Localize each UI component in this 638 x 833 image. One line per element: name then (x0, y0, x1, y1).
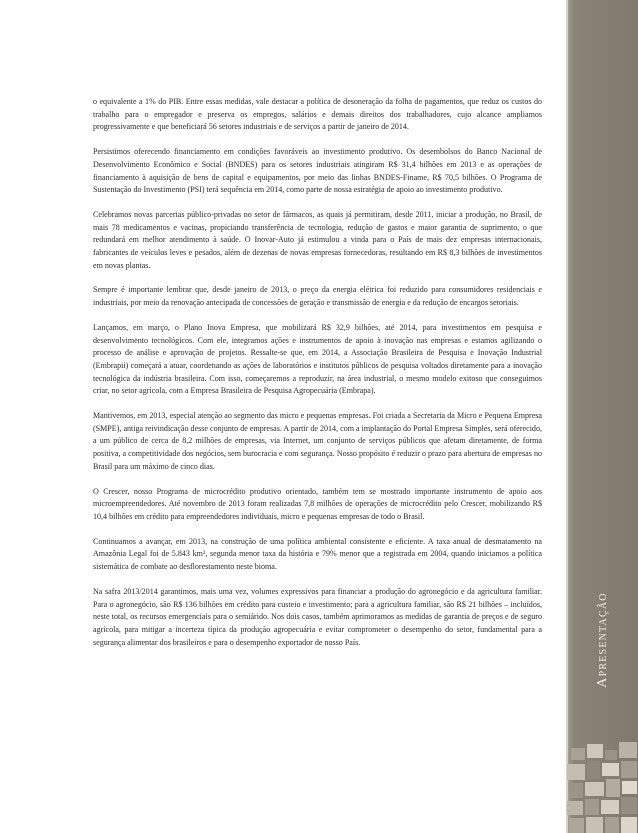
mosaic-tile (619, 742, 637, 758)
mosaic-tile (571, 748, 585, 760)
section-sidebar (566, 0, 638, 833)
section-title: Apresentação (595, 592, 610, 688)
mosaic-decoration (567, 742, 638, 833)
mosaic-tile (585, 782, 604, 796)
mosaic-tile (622, 781, 637, 794)
mosaic-tile (587, 744, 603, 758)
mosaic-tile (602, 763, 619, 776)
paragraph-8: Continuamos a avançar, em 2013, na construção de uma política ambiental consistente e eficiente. A taxa anual de desmatamento na Amazônia Legal foi de 5.843 km², segunda menor taxa da história e 79% menor que a registrada em 2004, quando iniciamos a política sistemática de combate ao desflorestamento neste bioma. (93, 536, 542, 572)
mosaic-tile (621, 797, 637, 814)
mosaic-tile (606, 779, 620, 797)
paragraph-5: Lançamos, em março, o Plano Inova Empresa, que mobilizará R$ 32,9 bilhões, até 2014, para investimentos em pesquisa e desenvolvimento tecnológicos. Com ele, integramos ações e instrumentos de apoio à inovação nas empresas e estamos agilizando o processo de análise e aprovação de projetos. Ressalte-se que, em 2014, a Associação Brasileira de Pesquisa e Inovação Industrial (Embrapii) começará a atuar, coordenando as ações de laboratórios e institutos públicos de pesquisa voltados diretamente para a inovação tecnológica da indústria brasileira. Com isso, começaremos a reproduzir, na área industrial, o mesmo modelo exitoso que conseguimos criar, no setor agrícola, com a Empresa Brasileira de Pesquisa Agropecuária (Embrapa). (93, 322, 542, 396)
paragraph-6: Mantivemos, em 2013, especial atenção ao segmento das micro e pequenas empresas. Foi criada a Secretaria da Micro e Pequena Empresa (SMPE), antiga reivindicação desse conjunto de empresas. A partir de 2014, com a implantação do Portal Empresa Simples, será oferecido, a um público de cerca de 8,2 milhões de empresas, via Internet, um conjunto de serviços públicos que afetam diretamente, de forma positiva, a competitividade dos negócios, sem burocracia e com segurança. Nosso propósito é reduzir o prazo para abertura de empresas no Brasil para um máximo de cinco dias. (93, 411, 542, 471)
mosaic-tile (621, 761, 637, 778)
mosaic-tile (567, 801, 583, 815)
mosaic-tile (601, 800, 619, 814)
mosaic-tile (569, 818, 584, 833)
paragraph-3: Celebramos novas parcerias público-privadas no setor de fármacos, as quais já permitiram, desde 2011, iniciar a produção, no Brasil, de mais 78 medicamentos e vacinas, propiciando transferência de tecnologia, redução de gastos e maior garantia de suprimento, o que redundará em melhor atendimento à saúde. O Inovar-Auto já estimulou a vinda para o País de mais dez empresas internacionais, fabricantes de veículos leves e pesados, além de dezenas de novas empresas fornecedoras, resultando em R$ 8,3 bilhões de investimentos em novas plantas. (93, 209, 542, 270)
paragraph-9: Na safra 2013/2014 garantimos, mais uma vez, volumes expressivos para financiar a produção do agronegócio e da agricultura familiar. Para o agronegócio, são R$ 136 bilhões em crédito para custeio e investimento; para a agricultura familiar, são R$ 21 bilhões – incluídos, neste total, os recursos emergenciais para o semiárido. Nos dois casos, também aprimoramos as medidas de garantia de preços e de seguro agrícola, para mitigar a incerteza típica da produção agropecuária e evitar comprometer o desempenho do setor, fundamental para a segurança alimentar dos brasileiros e para o desempenho exportador de nosso País. (93, 586, 542, 647)
mosaic-tile (586, 817, 603, 833)
mosaic-tile (587, 761, 600, 779)
mosaic-tile (570, 783, 583, 798)
mosaic-tile (567, 764, 585, 780)
paragraph-7: O Crescer, nosso Programa de microcrédito produtivo orientado, também tem se mostrado importante instrumento de apoio aos microempreendedores. Até novembro de 2013 foram realizadas 7,8 milhões de operações de microcrédito pelo Crescer, mobilizando R$ 10,4 bilhões em crédito para empreendedores individuais, micro e pequenas empresas de todo o Brasil. (93, 486, 542, 521)
paragraph-1: o equivalente a 1% do PIB. Entre essas medidas, vale destacar a política de desoneração da folha de pagamentos, que reduz os custos do trabalho para o empregador e preserva os empregos, salários e demais direitos dos trabalhadores, cujo alcance ampliamos progressivamente e que beneficiará 56 setores industriais e de serviços a partir de janeiro de 2014. (93, 97, 542, 132)
document-body (93, 96, 542, 661)
mosaic-tile (585, 799, 599, 815)
mosaic-tile (605, 817, 619, 833)
paragraph-4: Sempre é importante lembrar que, desde janeiro de 2013, o preço da energia elétrica foi reduzido para consumidores residenciais e industriais, por meio da renovação antecipada de concessões de geração e transmissão de energia e da redução de encargos setoriais. (93, 285, 542, 308)
mosaic-tile (605, 750, 617, 760)
mosaic-tile (621, 817, 637, 833)
paragraph-2: Persistimos oferecendo financiamento em condições favoráveis ao investimento produtivo. Os desembolsos do Banco Nacional de Desenvolvimento Econômico e Social (BNDES) para os setores industriais atingiram R$ 31,4 bilhões em 2013 e as operações de financiamento à aquisição de bens de capital e equipamentos, por meio das linhas BNDES-Finame, R$ 70,5 bilhões. O Programa de Sustentação do Investimento (PSI) terá sequência em 2014, como parte de nossa estratégia de apoio ao investimento produtivo. (93, 147, 542, 195)
